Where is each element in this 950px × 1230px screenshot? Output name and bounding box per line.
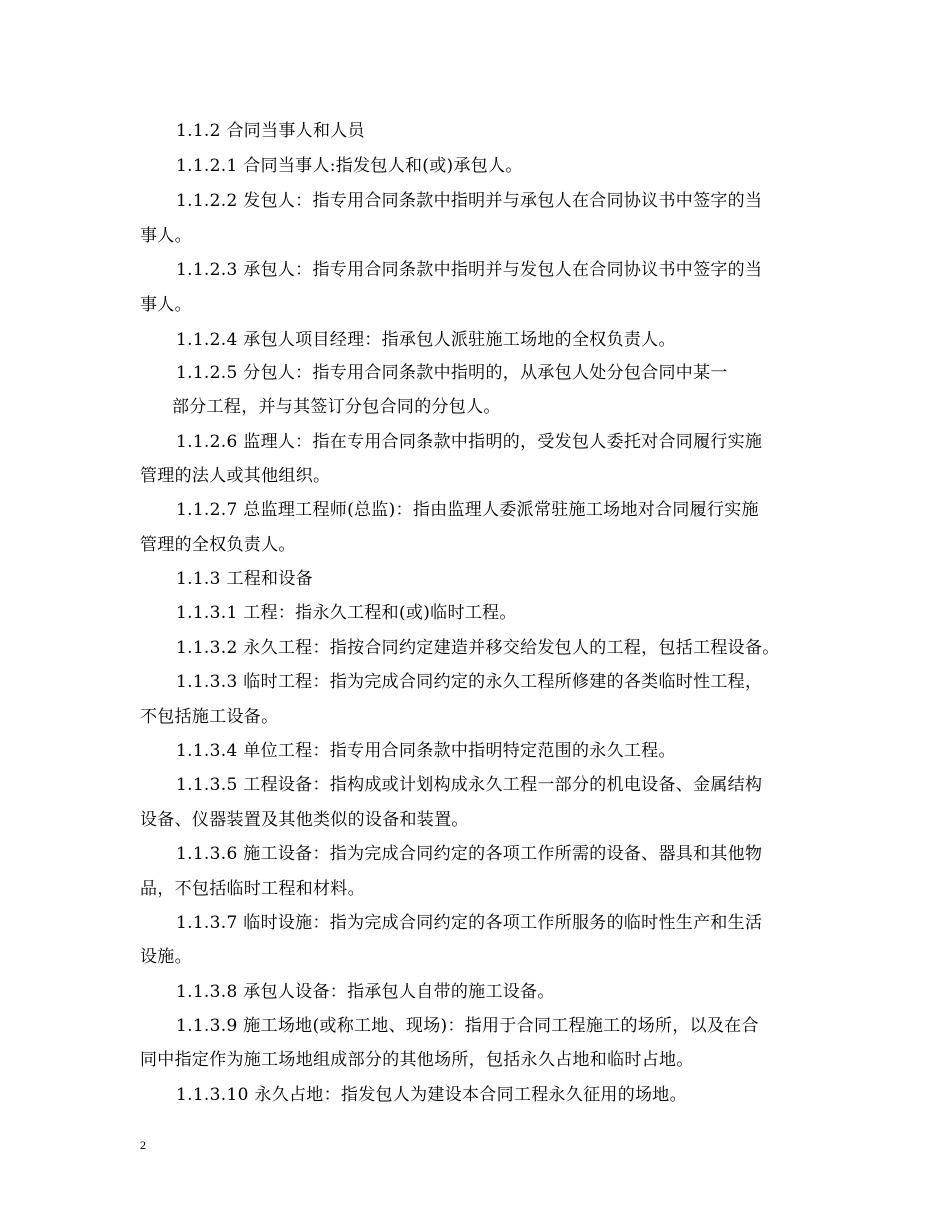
page-number: 2 (140, 1138, 146, 1152)
clause-1-1-3-1: 1.1.3.1 工程：指永久工程和(或)临时工程。 (176, 603, 517, 623)
clause-1-1-3-7: 1.1.3.7 临时设施：指为完成合同约定的各项工作所服务的临时性生产和生活 (176, 913, 763, 933)
clause-1-1-3-7-cont: 设施。 (140, 947, 192, 967)
clause-1-1-3-10: 1.1.3.10 永久占地：指发包人为建设本合同工程永久征用的场地。 (176, 1085, 687, 1105)
clause-1-1-3-9: 1.1.3.9 施工场地(或称工地、现场)：指用于合同工程施工的场所，以及在合 (176, 1016, 759, 1036)
clause-1-1-3-2: 1.1.3.2 永久工程：指按合同约定建造并移交给发包人的工程，包括工程设备。 (176, 638, 780, 658)
clause-1-1-3-9-cont: 同中指定作为施工场地组成部分的其他场所，包括永久占地和临时占地。 (140, 1050, 694, 1070)
clause-1-1-2-4: 1.1.2.4 承包人项目经理：指承包人派驻施工场地的全权负责人。 (176, 330, 676, 350)
section-heading-1-1-3: 1.1.3 工程和设备 (176, 569, 313, 589)
section-heading-1-1-2: 1.1.2 合同当事人和人员 (176, 121, 365, 141)
clause-1-1-2-7-cont: 管理的全权负责人。 (140, 535, 296, 555)
clause-1-1-3-3-cont: 不包括施工设备。 (140, 707, 279, 727)
clause-1-1-3-8: 1.1.3.8 承包人设备：指承包人自带的施工设备。 (176, 982, 555, 1002)
clause-1-1-3-5: 1.1.3.5 工程设备：指构成或计划构成永久工程一部分的机电设备、金属结构 (176, 775, 763, 795)
clause-1-1-2-3: 1.1.2.3 承包人：指专用合同条款中指明并与发包人在合同协议书中签字的当 (176, 260, 763, 280)
clause-1-1-2-2-cont: 事人。 (140, 226, 192, 246)
clause-1-1-2-2: 1.1.2.2 发包人：指专用合同条款中指明并与承包人在合同协议书中签字的当 (176, 191, 763, 211)
clause-1-1-2-5: 1.1.2.5 分包人：指专用合同条款中指明的，从承包人处分包合同中某一 (176, 363, 728, 383)
clause-1-1-2-1: 1.1.2.1 合同当事人:指发包人和(或)承包人。 (176, 156, 523, 176)
clause-1-1-2-6: 1.1.2.6 监理人：指在专用合同条款中指明的，受发包人委托对合同履行实施 (176, 432, 763, 452)
clause-1-1-3-5-cont: 设备、仪器装置及其他类似的设备和装置。 (140, 810, 469, 830)
clause-1-1-2-3-cont: 事人。 (140, 295, 192, 315)
clause-1-1-3-3: 1.1.3.3 临时工程：指为完成合同约定的永久工程所修建的各类临时性工程， (176, 672, 763, 692)
clause-1-1-3-4: 1.1.3.4 单位工程：指专用合同条款中指明特定范围的永久工程。 (176, 741, 676, 761)
clause-1-1-2-7: 1.1.2.7 总监理工程师(总监)：指由监理人委派常驻施工场地对合同履行实施 (176, 500, 759, 520)
clause-1-1-2-5-cont: 部分工程，并与其签订分包合同的分包人。 (172, 397, 501, 417)
clause-1-1-3-6-cont: 品，不包括临时工程和材料。 (140, 879, 365, 899)
clause-1-1-2-6-cont: 管理的法人或其他组织。 (140, 466, 331, 486)
clause-1-1-3-6: 1.1.3.6 施工设备：指为完成合同约定的各项工作所需的设备、器具和其他物 (176, 844, 763, 864)
